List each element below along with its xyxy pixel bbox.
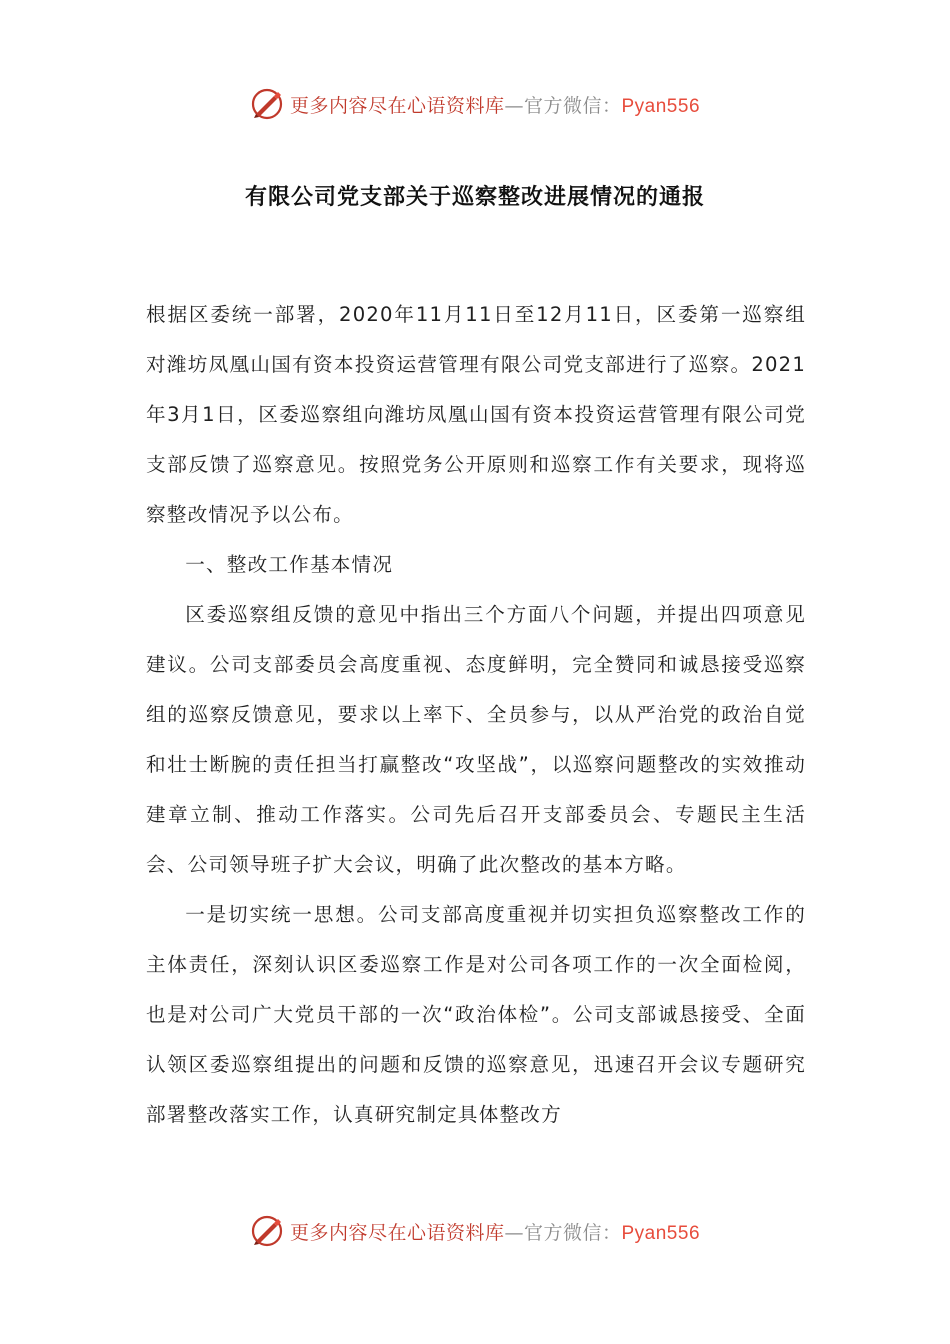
watermark-text [290,1218,700,1245]
document-body [146,290,806,1140]
watermark-wechat-id: Pyan556 [621,1222,701,1244]
watermark-text [290,91,700,118]
paragraph-intro: 根据区委统一部署，2020年11月11日至12月11日，区委第一巡察组对潍坊凤凰山国有资本投资运营管理有限公司党支部进行了巡察。2021年3月1日，区委巡察组向潍坊凤凰山国有资本投资运营管理有限公司党支部反馈了巡察意见。按照党务公开原则和巡察工作有关要求，现将巡察整改情况予以公布。 [146,303,806,526]
pen-logo-icon [250,87,284,121]
watermark-separator: — [504,1221,524,1244]
watermark-banner-top [0,84,950,124]
watermark-wechat-id: Pyan556 [621,95,701,117]
watermark-brand: 更多内容尽在心语资料库 [289,94,505,117]
paragraph-unify-thinking: 一是切实统一思想。公司支部高度重视并切实担负巡察整改工作的主体责任，深刻认识区委巡察工作是对公司各项工作的一次全面检阅，也是对公司广大党员干部的一次“政治体检”。公司支部诚恳接受、全面认领区委巡察组提出的问题和反馈的巡察意见，迅速召开会议专题研究部署整改落实工作，认真研究制定具体整改方 [146,903,806,1126]
document-title: 有限公司党支部关于巡察整改进展情况的通报 [244,185,705,210]
watermark-brand: 更多内容尽在心语资料库 [289,1221,505,1244]
pen-logo-icon [250,1214,284,1248]
watermark-banner-bottom [0,1211,950,1251]
section-heading: 一、整改工作基本情况 [185,553,394,576]
watermark-separator: — [504,94,524,117]
paragraph-feedback: 区委巡察组反馈的意见中指出三个方面八个问题，并提出四项意见建议。公司支部委员会高度重视、态度鲜明，完全赞同和诚恳接受巡察组的巡察反馈意见，要求以上率下、全员参与，以从严治党的政治自觉和壮士断腕的责任担当打赢整改“攻坚战”，以巡察问题整改的实效推动建章立制、推动工作落实。公司先后召开支部委员会、专题民主生活会、公司领导班子扩大会议，明确了此次整改的基本方略。 [146,603,806,876]
watermark-official-label: 官方微信： [523,94,622,117]
watermark-official-label: 官方微信： [523,1221,622,1244]
